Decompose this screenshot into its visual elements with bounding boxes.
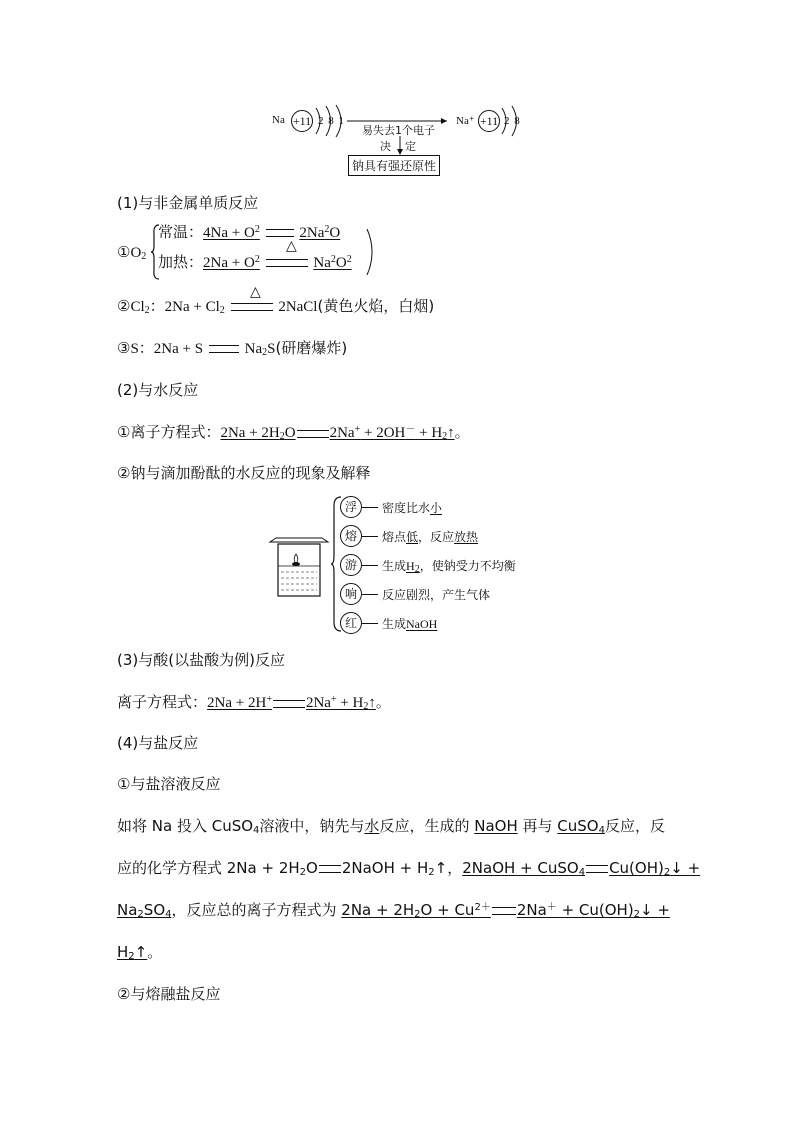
text-post: ，使钠受力不均衡	[419, 559, 516, 573]
normal-eq-left	[203, 225, 260, 241]
s-label: ③S：2Na + S	[117, 341, 204, 357]
p4-a-sub: 2	[128, 951, 135, 962]
cl2-equals-sign	[231, 303, 273, 311]
phenomenon-text	[382, 615, 437, 632]
heat-eq-right-sup: 2	[330, 254, 336, 265]
p2-b: O	[306, 859, 318, 877]
sec3-ionic-line	[117, 692, 391, 713]
normal-temp-label: 常温：	[158, 223, 204, 241]
connector-line	[362, 623, 378, 624]
p1-d-underlined	[557, 817, 605, 835]
phenomenon-text	[382, 557, 516, 574]
p1-c-underlined: NaOH	[474, 817, 518, 835]
sec3-arrow: ↑	[368, 695, 376, 711]
atomic-structure-diagram	[250, 100, 550, 180]
text-underlined: 小	[430, 501, 443, 515]
sec3-equation	[207, 695, 376, 711]
conclusion-box: 钠具有强还原性	[348, 155, 440, 176]
text-mid: ，反应	[418, 530, 455, 544]
cl2-eq-left: ：2Na + Cl	[149, 299, 220, 315]
phenomena-heading: ②钠与滴加酚酞的水反应的现象及解释	[117, 464, 371, 482]
na-nucleus: +11	[291, 110, 313, 132]
heat-equals-sign	[266, 259, 308, 267]
p4-b: ↑	[134, 943, 148, 961]
cl2-heat-symbol: △	[250, 284, 261, 300]
p1-a: 如将 Na 投入 CuSO	[117, 817, 254, 835]
sec3-right: 2Na	[305, 695, 331, 711]
heat-eq-right-end: O	[335, 255, 347, 271]
normal-eq-left-text: 4Na + O	[203, 225, 255, 241]
na-ion-nucleus: +11	[478, 110, 500, 132]
phenomenon-char: 响	[340, 583, 362, 605]
p1-c: 反应，生成的	[379, 817, 475, 835]
p1-a-sub: 4	[253, 825, 260, 836]
p3-a-sub: 2	[137, 909, 144, 920]
p2-underlined-equation	[462, 859, 700, 877]
ionic-arrow: ↑	[447, 425, 455, 441]
sec3-left-sup: +	[266, 694, 272, 705]
p3-total-ionic-equation	[341, 901, 670, 919]
s-eq-right-end: S	[267, 341, 276, 357]
p3-c: ，反应总的离子方程式为	[171, 901, 342, 919]
heat-eq-right-text: Na	[313, 255, 331, 271]
na-shell-electrons: 2 8 1	[318, 115, 345, 127]
sec4-paragraph-line-4	[117, 942, 162, 962]
connector-line	[362, 507, 378, 508]
p2-g: ↓ +	[670, 859, 701, 877]
text-underlined: NaOH	[406, 617, 438, 631]
p2-d: ↑，	[434, 859, 463, 877]
heat-eq-left	[203, 255, 260, 271]
p1-d: 再与	[517, 817, 558, 835]
p3-d-sub: 2	[414, 909, 421, 920]
sec3-left: 2Na + 2H	[207, 695, 267, 711]
decide-char-2: 定	[405, 140, 416, 153]
sec4-heading: (4)与盐反应	[117, 734, 199, 752]
cl2-label-sub: 2	[144, 305, 150, 316]
heat-eq-left-text: 2Na + O	[203, 255, 255, 271]
s-line	[117, 338, 347, 359]
heating-brace-right	[366, 228, 374, 276]
ionic-left-end: O	[284, 425, 296, 441]
normal-eq-right-sup: 2	[324, 224, 330, 235]
ionic-equals-sign	[297, 430, 329, 438]
p1-b: 溶液中，钠先与	[259, 817, 365, 835]
p2-a: 应的化学方程式 2Na + 2H	[117, 859, 300, 877]
sec3-heading: (3)与酸(以盐酸为例)反应	[117, 651, 285, 669]
p2-a-sub: 2	[299, 867, 307, 878]
text-pre: 熔点	[382, 530, 407, 544]
phenomenon-text	[382, 499, 442, 516]
o2-label	[117, 242, 146, 263]
text-underlined-2: 放热	[454, 530, 479, 544]
p3-h: ↓ +	[640, 901, 670, 919]
ionic-left: 2Na + 2H	[220, 425, 280, 441]
sec4-paragraph-line-1	[117, 816, 665, 836]
connector-line	[362, 536, 378, 537]
sec1-heading: (1)与非金属单质反应	[117, 194, 259, 212]
p2-c-sub: 2	[428, 867, 435, 878]
arrow-caption: 易失去1个电子	[362, 124, 435, 137]
s-note: (研磨爆炸)	[275, 339, 348, 357]
heat-symbol: △	[286, 238, 297, 254]
p3-e: O + Cu	[420, 901, 475, 919]
cl2-eq-left-sub: 2	[219, 305, 225, 316]
p1-b-underlined: 水	[364, 817, 380, 835]
ionic-right-sup: +	[354, 424, 361, 435]
na-symbol: Na	[272, 114, 285, 126]
sec4-paragraph-line-3	[117, 900, 670, 920]
normal-eq-right	[299, 225, 340, 241]
h2-sub: 2	[414, 564, 420, 575]
sec2-ionic-line	[117, 422, 470, 443]
heating-label: 加热：	[158, 253, 204, 271]
na-ion-symbol: Na⁺	[456, 115, 475, 127]
ionic-label: ①离子方程式：	[117, 423, 221, 441]
cl2-line	[117, 296, 434, 317]
h2-symbol: H	[406, 559, 415, 573]
p3-d: 2Na + 2H	[341, 901, 415, 919]
p3-a: Na	[117, 901, 138, 919]
p3-equals-sign	[492, 907, 516, 915]
connector-line	[362, 565, 378, 566]
p4-c: 。	[147, 943, 163, 961]
o2-label-text: ①O	[117, 245, 142, 261]
decide-arrow	[396, 136, 404, 156]
p3-na2so4	[117, 901, 172, 919]
ionic-period: 。	[454, 423, 470, 441]
p2-f: Cu(OH)	[609, 859, 664, 877]
text-pre: 生成	[382, 559, 407, 573]
heat-eq-right	[313, 255, 351, 271]
p3-f: 2Na	[516, 901, 547, 919]
phenomenon-char: 游	[340, 554, 362, 576]
p2-equals-sign	[319, 865, 341, 873]
ionic-right-end: + H	[415, 425, 443, 441]
s-equals-sign	[209, 345, 239, 353]
s-eq-right: Na	[244, 341, 263, 357]
cl2-note: (黄色火焰，白烟)	[317, 297, 435, 315]
phenomenon-char: 浮	[340, 496, 362, 518]
cl2-label: ②Cl	[117, 299, 145, 315]
p2-e-sub: 4	[578, 867, 586, 878]
ionic-right: 2Na	[329, 425, 355, 441]
p4-h2-gas	[117, 943, 147, 961]
beaker-illustration	[268, 532, 330, 602]
sec3-right-sub: 2	[363, 701, 369, 712]
connector-line	[362, 594, 378, 595]
normal-eq-right-end: O	[329, 225, 341, 241]
o2-normal-temp-line	[158, 222, 340, 243]
p3-e-sup: 2＋	[474, 902, 491, 913]
text-underlined: 低	[406, 530, 419, 544]
sec3-ionic-label: 离子方程式：	[117, 693, 208, 711]
sec4-sub1: ①与盐溶液反应	[117, 775, 221, 793]
sec3-period: 。	[375, 693, 391, 711]
sec4-sub2: ②与熔融盐反应	[117, 985, 221, 1003]
p2-f-sub: 2	[663, 867, 671, 878]
o2-label-sub: 2	[141, 251, 147, 262]
p3-b: SO	[143, 901, 166, 919]
p3-b-sub: 4	[165, 909, 172, 920]
p1-e: 反应，反	[604, 817, 665, 835]
p3-g: + Cu(OH)	[556, 901, 634, 919]
p3-g-sub: 2	[633, 909, 641, 920]
p2-c: 2NaOH + H	[341, 859, 429, 877]
sec3-equals-sign	[273, 700, 305, 708]
decide-char-1: 决	[380, 140, 391, 153]
ionic-right-mid-sup: －	[405, 424, 416, 435]
text-underlined	[406, 559, 420, 573]
heat-eq-right-sup2: 2	[346, 254, 352, 265]
equals-sign	[266, 229, 294, 237]
na-ion-shell-electrons: 2 8	[504, 115, 521, 127]
sec3-right-end: + H	[336, 695, 364, 711]
ionic-right-mid: + 2OH	[360, 425, 406, 441]
phenomenon-text	[382, 528, 478, 545]
p2-e: 2NaOH + CuSO	[462, 859, 579, 877]
sec2-heading: (2)与水反应	[117, 381, 199, 399]
p1-d-u-text: CuSO	[557, 817, 599, 835]
text-pre: 密度比水	[382, 501, 431, 515]
phenomena-list	[340, 496, 560, 636]
ionic-equation	[220, 425, 454, 441]
normal-eq-left-sup: 2	[254, 224, 260, 235]
phenomenon-text: 反应剧烈，产生气体	[382, 588, 491, 602]
s-eq-right-sub: 2	[262, 347, 268, 358]
sec4-paragraph-line-2	[117, 858, 700, 878]
o2-heating-line	[158, 252, 352, 273]
cl2-eq-right: 2NaCl	[278, 299, 318, 315]
phenomenon-char: 熔	[340, 525, 362, 547]
p1-d-u-sub: 4	[598, 825, 605, 836]
heat-eq-left-sup: 2	[254, 254, 260, 265]
ionic-left-sub: 2	[279, 431, 285, 442]
p4-a: H	[117, 943, 129, 961]
phenomenon-char: 红	[340, 612, 362, 634]
p2-eq2-equals-sign	[586, 865, 608, 873]
sec3-right-sup: +	[330, 694, 337, 705]
normal-eq-right-text: 2Na	[299, 225, 325, 241]
p3-f-sup: ＋	[546, 902, 557, 913]
text-pre: 生成	[382, 617, 407, 631]
ionic-right-end-sub: 2	[442, 431, 448, 442]
